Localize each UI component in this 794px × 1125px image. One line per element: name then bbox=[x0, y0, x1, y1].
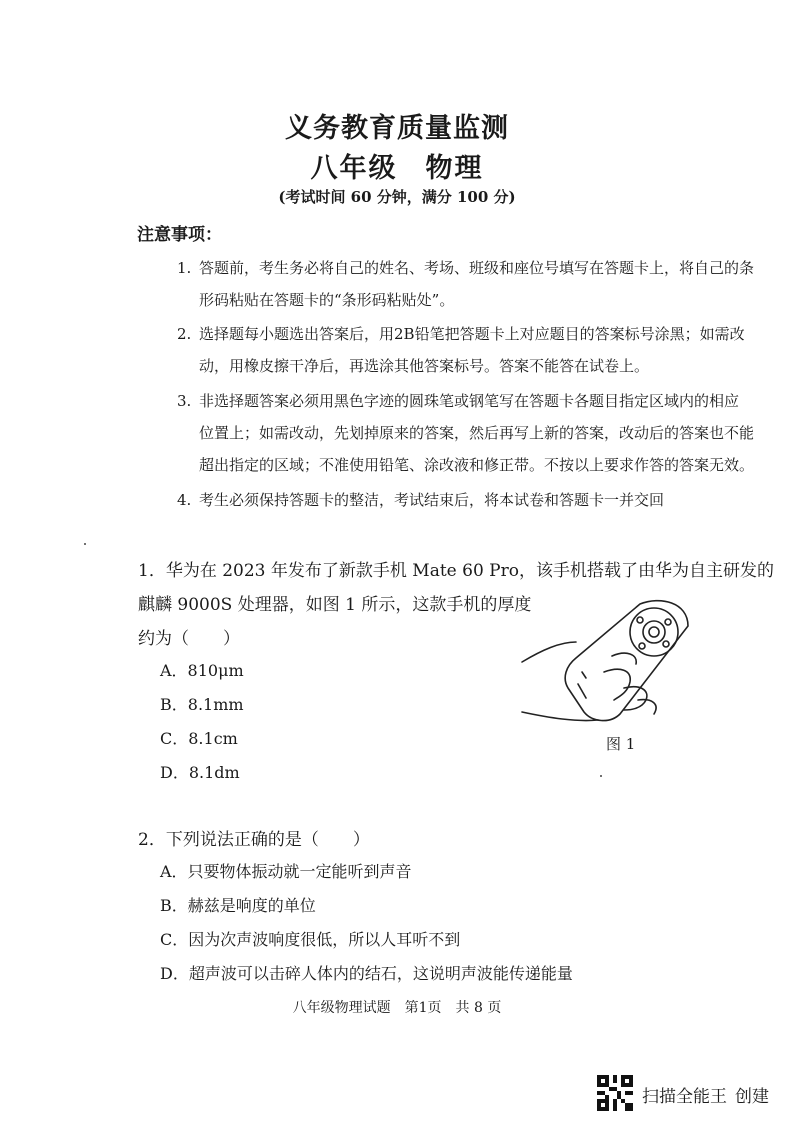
note-line: 形码粘贴在答题卡的“条形码粘贴处”。 bbox=[199, 291, 455, 309]
footer-paper-name: 八年级物理试题 bbox=[292, 1000, 391, 1016]
page-footer bbox=[0, 997, 794, 1017]
note-number: 2. bbox=[177, 325, 192, 343]
note-item bbox=[177, 484, 737, 516]
note-line: 位置上；如需改动，先划掉原来的答案，然后再写上新的答案，改动后的答案也不能 bbox=[199, 424, 755, 442]
figure-caption: 图 1 bbox=[606, 735, 636, 753]
exam-time-note: (考试时间 60 分钟，满分 100 分) bbox=[278, 188, 516, 206]
question-1-option-b: B．8.1mm bbox=[160, 695, 244, 714]
note-item bbox=[177, 252, 755, 316]
question-1-line-1: 1．华为在 2023 年发布了新款手机 Mate 60 Pro，该手机搭载了由华为自主研发的 bbox=[138, 561, 774, 581]
note-number: 1. bbox=[177, 259, 192, 277]
subject-label: 物理 bbox=[425, 153, 484, 184]
phone-in-hand-figure bbox=[520, 592, 700, 732]
scanner-watermark bbox=[642, 1082, 769, 1107]
note-number: 3. bbox=[177, 392, 192, 410]
scanner-created-label: 创建 bbox=[735, 1087, 769, 1107]
scan-speck bbox=[600, 775, 602, 777]
note-line: 超出指定的区域；不准使用铅笔、涂改液和修正带。不按以上要求作答的答案无效。 bbox=[199, 456, 755, 474]
qr-code-icon bbox=[597, 1075, 633, 1111]
note-line: 动，用橡皮擦干净后，再选涂其他答案标号。答案不能答在试卷上。 bbox=[199, 357, 650, 375]
exam-subtitle bbox=[0, 146, 794, 185]
question-1-option-c: C．8.1cm bbox=[160, 729, 238, 748]
grade-label: 八年级 bbox=[310, 153, 398, 184]
exam-title: 义务教育质量监测 bbox=[285, 113, 509, 144]
question-1-line-2: 麒麟 9000S 处理器，如图 1 所示，这款手机的厚度 bbox=[138, 595, 532, 615]
note-line: 选择题每小题选出答案后，用2B铅笔把答题卡上对应题目的答案标号涂黑；如需改 bbox=[199, 325, 745, 343]
footer-page: 第1页 bbox=[404, 1000, 442, 1016]
question-2-option-c: C．因为次声波响度很低，所以人耳听不到 bbox=[160, 930, 461, 949]
scanner-app-name: 扫描全能王 bbox=[642, 1087, 727, 1107]
note-item bbox=[177, 318, 745, 382]
question-1-option-d: D．8.1dm bbox=[160, 763, 240, 782]
question-2-option-b: B．赫兹是响度的单位 bbox=[160, 896, 316, 915]
note-line: 考生必须保持答题卡的整洁，考试结束后，将本试卷和答题卡一并交回 bbox=[199, 491, 665, 509]
note-line: 答题前，考生务必将自己的姓名、考场、班级和座位号填写在答题卡上，将自己的条 bbox=[199, 259, 755, 277]
question-2-stem: 2．下列说法正确的是（ ） bbox=[138, 830, 370, 850]
question-2-option-d: D．超声波可以击碎人体内的结石，这说明声波能传递能量 bbox=[160, 964, 573, 983]
note-line: 非选择题答案必须用黑色字迹的圆珠笔或钢笔写在答题卡各题目指定区域内的相应 bbox=[199, 392, 740, 410]
scan-speck bbox=[84, 543, 86, 545]
note-item bbox=[177, 385, 755, 481]
question-1-option-a: A．810μm bbox=[160, 661, 244, 680]
notes-heading: 注意事项： bbox=[137, 225, 222, 245]
question-2-option-a: A．只要物体振动就一定能听到声音 bbox=[160, 862, 412, 881]
question-1-line-3: 约为（ ） bbox=[138, 629, 240, 649]
footer-total: 共 8 页 bbox=[455, 1000, 502, 1016]
note-number: 4. bbox=[177, 491, 192, 509]
